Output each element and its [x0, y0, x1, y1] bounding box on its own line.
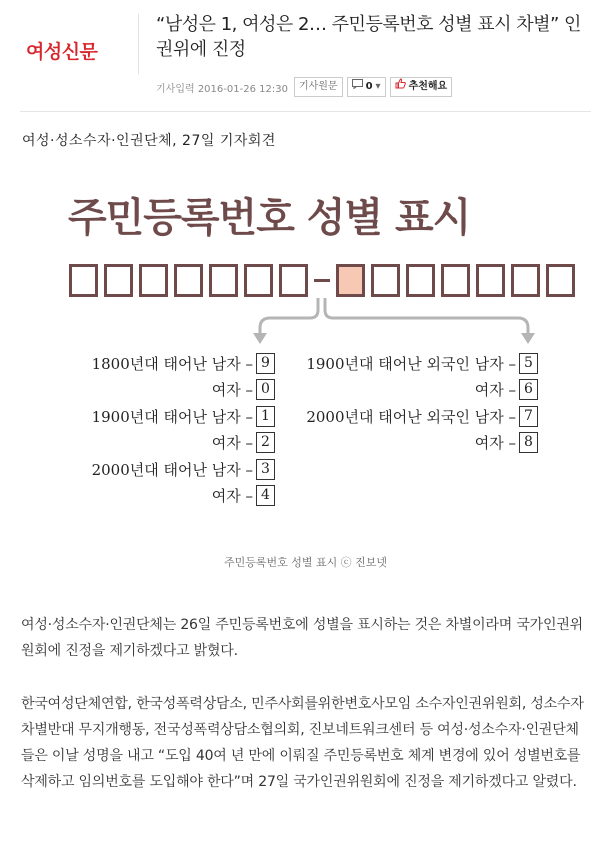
- code-row: [282, 377, 538, 404]
- code-label: 1800년대 태어난 남자 –: [91, 354, 253, 373]
- digit-box: [476, 264, 505, 297]
- digit-box: [209, 264, 238, 297]
- digit-box: [174, 264, 203, 297]
- code-label: 여자 –: [474, 381, 516, 400]
- original-article-button[interactable]: [294, 77, 343, 97]
- code-row: [282, 403, 538, 430]
- digit-separator: [314, 279, 330, 282]
- digit-box: [244, 264, 273, 297]
- code-row: [65, 377, 275, 404]
- digit-box: [279, 264, 308, 297]
- digit-box: [511, 264, 540, 297]
- code-label: 여자 –: [474, 434, 516, 453]
- article-date: 기사입력 2016-01-26 12:30: [156, 83, 288, 95]
- article-subhead: 여성·성소수자·인권단체, 27일 기자회견: [22, 133, 276, 149]
- digit-box: [441, 264, 470, 297]
- logo-divider: [138, 14, 139, 74]
- code-digit: 2: [256, 432, 275, 453]
- code-digit: 6: [519, 379, 538, 400]
- recommend-button[interactable]: [390, 77, 453, 97]
- code-digit: 5: [519, 353, 538, 374]
- site-logo[interactable]: 여성신문: [26, 41, 98, 63]
- code-digit: 8: [519, 432, 538, 453]
- comment-count: 0: [365, 81, 373, 92]
- article-paragraph: 한국여성단체연합, 한국성폭력상담소, 민주사회를위한변호사모임 소수자인권위원회, 성소수자차별반대 무지개행동, 전국성폭력상담소협의회, 진보네트워크센터 등 여성·성소수자·인권단체들은 이날 성명을 내고 “도입 40여 년 만에 이뤄질 주민등록번호 체계 변경에 있어 성별번호를 삭제하고 임의번호를 도입해야 한다”며 27일 국가인권위원회에 진정을 제기하겠다고 알렸다.: [21, 696, 584, 790]
- code-row: [65, 403, 275, 430]
- code-label: 1900년대 태어난 남자 –: [91, 407, 253, 426]
- article-figure: [50, 180, 561, 540]
- code-row: [65, 456, 275, 483]
- code-label: 여자 –: [211, 487, 253, 506]
- code-digit: 9: [256, 353, 275, 374]
- digit-box: [371, 264, 400, 297]
- code-row: [65, 430, 275, 457]
- id-digit-boxes: [69, 264, 581, 297]
- article-paragraph: 여성·성소수자·인권단체는 26일 주민등록번호에 성별을 표시하는 것은 차별이라며 국가인권위원회에 진정을 제기하겠다고 밝혔다.: [21, 617, 583, 659]
- recommend-label: 추천해요: [408, 81, 448, 92]
- comment-icon: [352, 78, 363, 96]
- code-row: [282, 430, 538, 457]
- branch-arrows: [50, 298, 561, 348]
- code-digit: 7: [519, 406, 538, 427]
- chevron-down-icon: ▾: [375, 81, 381, 92]
- code-digit: 1: [256, 406, 275, 427]
- figure-title: 주민등록번호 성별 표시: [68, 195, 471, 241]
- digit-box: [139, 264, 168, 297]
- article-headline: “남성은 1, 여성은 2… 주민등록번호 성별 표시 차별” 인권위에 진정: [156, 14, 581, 60]
- code-row: [65, 350, 275, 377]
- thumbs-up-icon: [395, 78, 406, 96]
- code-label: 2000년대 태어난 외국인 남자 –: [306, 407, 516, 426]
- digit-box: [406, 264, 435, 297]
- code-row: [282, 350, 538, 377]
- code-label: 여자 –: [211, 381, 253, 400]
- code-digit: 3: [256, 459, 275, 480]
- left-code-list: [65, 350, 275, 509]
- code-label: 2000년대 태어난 남자 –: [91, 460, 253, 479]
- right-code-list: [282, 350, 538, 456]
- code-row: [65, 483, 275, 510]
- header-divider: [20, 111, 591, 112]
- code-label: 여자 –: [211, 434, 253, 453]
- code-label: 1900년대 태어난 외국인 남자 –: [306, 354, 516, 373]
- digit-box: [104, 264, 133, 297]
- gender-digit-box: [336, 264, 365, 297]
- code-digit: 0: [256, 379, 275, 400]
- figure-caption: 주민등록번호 성별 표시 ⓒ 진보넷: [223, 556, 388, 569]
- article-meta: [156, 76, 452, 98]
- code-digit: 4: [256, 485, 275, 506]
- digit-box: [69, 264, 98, 297]
- comment-button[interactable]: [347, 77, 386, 97]
- digit-box: [546, 264, 575, 297]
- original-article-label: 기사원문: [298, 81, 338, 92]
